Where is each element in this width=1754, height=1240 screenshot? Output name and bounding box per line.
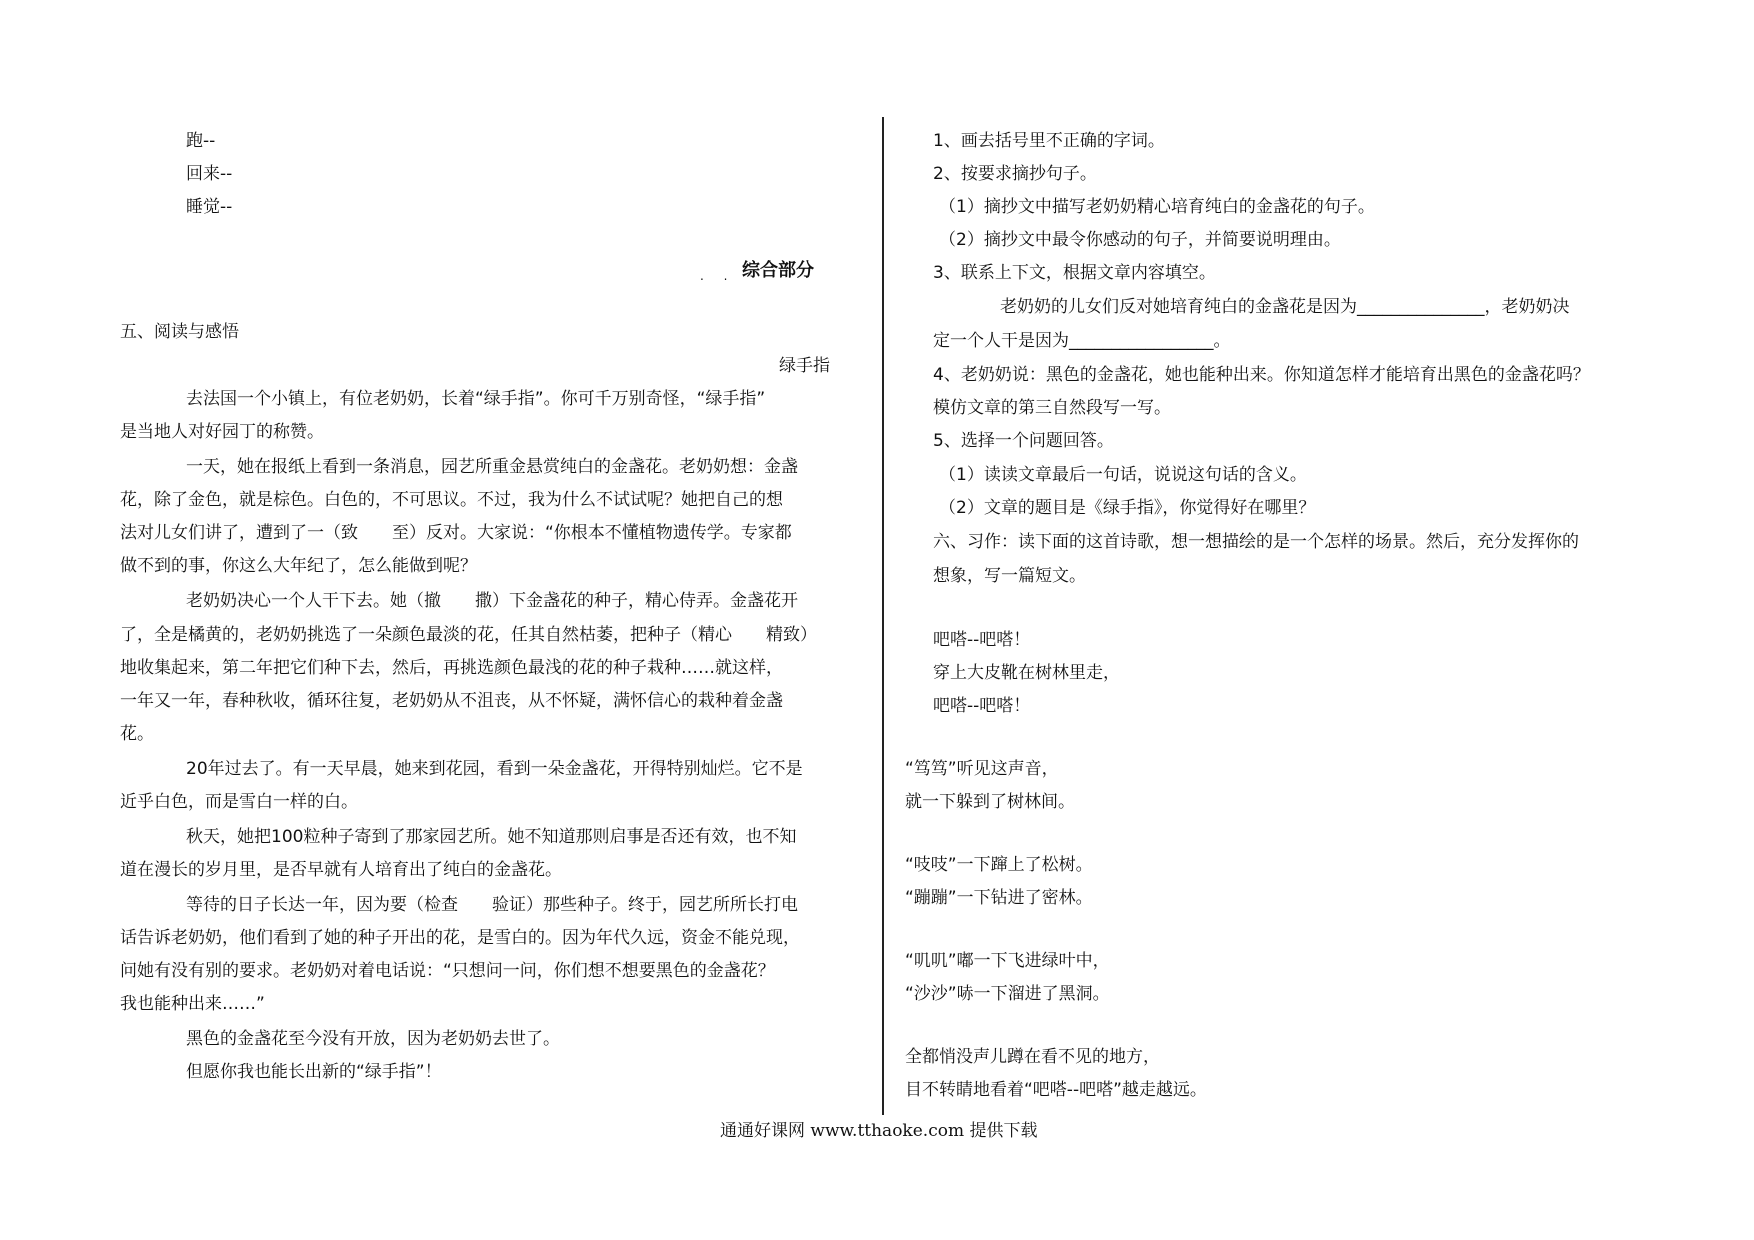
story-line: 我也能种出来……” [120,994,265,1014]
question-line: 2、按要求摘抄句子。 [933,164,1097,184]
footer-credit: 通通好课网 www.tthaoke.com 提供下载 [720,1121,1038,1141]
column-divider [882,117,884,1115]
comprehensive-heading: 综合部分 [742,260,814,281]
story-line: 做不到的事，你这么大年纪了，怎么能做到呢？ [120,556,477,576]
story-line: 近乎白色，而是雪白一样的白。 [120,792,358,812]
question-line: 1、画去括号里不正确的字词。 [933,131,1165,151]
question-line: 模仿文章的第三自然段写一写。 [933,398,1171,418]
heading-dots: . . [700,269,736,283]
story-line: 20年过去了。有一天早晨，她来到花园，看到一朵金盏花，开得特别灿烂。它不是 [186,759,803,779]
story-line: 一年又一年，春种秋收，循环往复，老奶奶从不沮丧，从不怀疑，满怀信心的栽种着金盏 [120,691,783,711]
story-line: 道在漫长的岁月里，是否早就有人培育出了纯白的金盏花。 [120,860,562,880]
story-line: 是当地人对好园丁的称赞。 [120,422,324,442]
poem-line: “笃笃”听见这声音， [905,759,1059,779]
poem-line: “叽叽”嘟一下飞进绿叶中， [905,951,1110,971]
story-line: 法对儿女们讲了，遭到了一（致 至）反对。大家说：“你根本不懂植物遗传学。专家都 [120,523,792,543]
story-line: 地收集起来，第二年把它们种下去，然后，再挑选颜色最浅的花的种子栽种……就这样， [120,658,783,678]
section-title: 五、阅读与感悟 [120,322,239,342]
story-line: 秋天，她把100粒种子寄到了那家园艺所。她不知道那则启事是否还有效，也不知 [186,827,797,847]
story-line: 一天，她在报纸上看到一条消息，园艺所重金悬赏纯白的金盏花。老奶奶想：金盏 [186,457,798,477]
top-line-2: 回来-- [186,164,233,184]
question-line: 5、选择一个问题回答。 [933,431,1114,451]
story-line: 老奶奶决心一个人干下去。她（撤 撒）下金盏花的种子，精心侍弄。金盏花开 [186,591,798,611]
question-line: 老奶奶的儿女们反对她培育纯白的金盏花是因为_______________，老奶奶决 [1000,297,1570,317]
poem-line: 吧嗒--吧嗒！ [933,630,1031,650]
story-line: 黑色的金盏花至今没有开放，因为老奶奶去世了。 [186,1029,560,1049]
poem-line: 全都悄没声儿蹲在看不见的地方， [905,1047,1160,1067]
story-line: 话告诉老奶奶，他们看到了她的种子开出的花，是雪白的。因为年代久远，资金不能兑现， [120,928,800,948]
poem-line: “沙沙”哧一下溜进了黑洞。 [905,984,1110,1004]
top-line-1: 跑-- [186,131,216,151]
question-line: （2）文章的题目是《绿手指》，你觉得好在哪里？ [939,498,1316,518]
question-line: 六、习作：读下面的这首诗歌，想一想描绘的是一个怎样的场景。然后，充分发挥你的 [933,532,1579,552]
question-line: （1）摘抄文中描写老奶奶精心培育纯白的金盏花的句子。 [939,197,1375,217]
story-line: 花。 [120,724,154,744]
poem-line: 穿上大皮靴在树林里走， [933,663,1120,683]
story-title: 绿手指 [779,356,830,376]
question-line: （1）读读文章最后一句话，说说这句话的含义。 [939,465,1307,485]
story-line: 但愿你我也能长出新的“绿手指”！ [186,1062,442,1082]
question-line: 想象，写一篇短文。 [933,566,1086,586]
question-line: 4、老奶奶说：黑色的金盏花，她也能种出来。你知道怎样才能培育出黑色的金盏花吗？ [933,365,1590,385]
story-line: 问她有没有别的要求。老奶奶对着电话说：“只想问一问，你们想不想要黑色的金盏花？ [120,961,775,981]
poem-line: “吱吱”一下蹿上了松树。 [905,855,1093,875]
story-line: 等待的日子长达一年，因为要（检查 验证）那些种子。终于，园艺所所长打电 [186,895,798,915]
story-line: 去法国一个小镇上，有位老奶奶，长着“绿手指”。你可千万别奇怪，“绿手指” [186,389,766,409]
question-line: 定一个人干是因为_________________。 [933,331,1231,351]
poem-line: “蹦蹦”一下钻进了密林。 [905,888,1093,908]
question-line: （2）摘抄文中最令你感动的句子，并简要说明理由。 [939,230,1341,250]
poem-line: 目不转睛地看着“吧嗒--吧嗒”越走越远。 [905,1080,1207,1100]
poem-line: 吧嗒--吧嗒！ [933,696,1031,716]
top-line-3: 睡觉-- [186,197,233,217]
poem-line: 就一下躲到了树林间。 [905,792,1075,812]
story-line: 了，全是橘黄的，老奶奶挑选了一朵颜色最淡的花，任其自然枯萎，把种子（精心 精致） [120,625,817,645]
question-line: 3、联系上下文，根据文章内容填空。 [933,263,1216,283]
story-line: 花，除了金色，就是棕色。白色的，不可思议。不过，我为什么不试试呢？她把自己的想 [120,490,783,510]
